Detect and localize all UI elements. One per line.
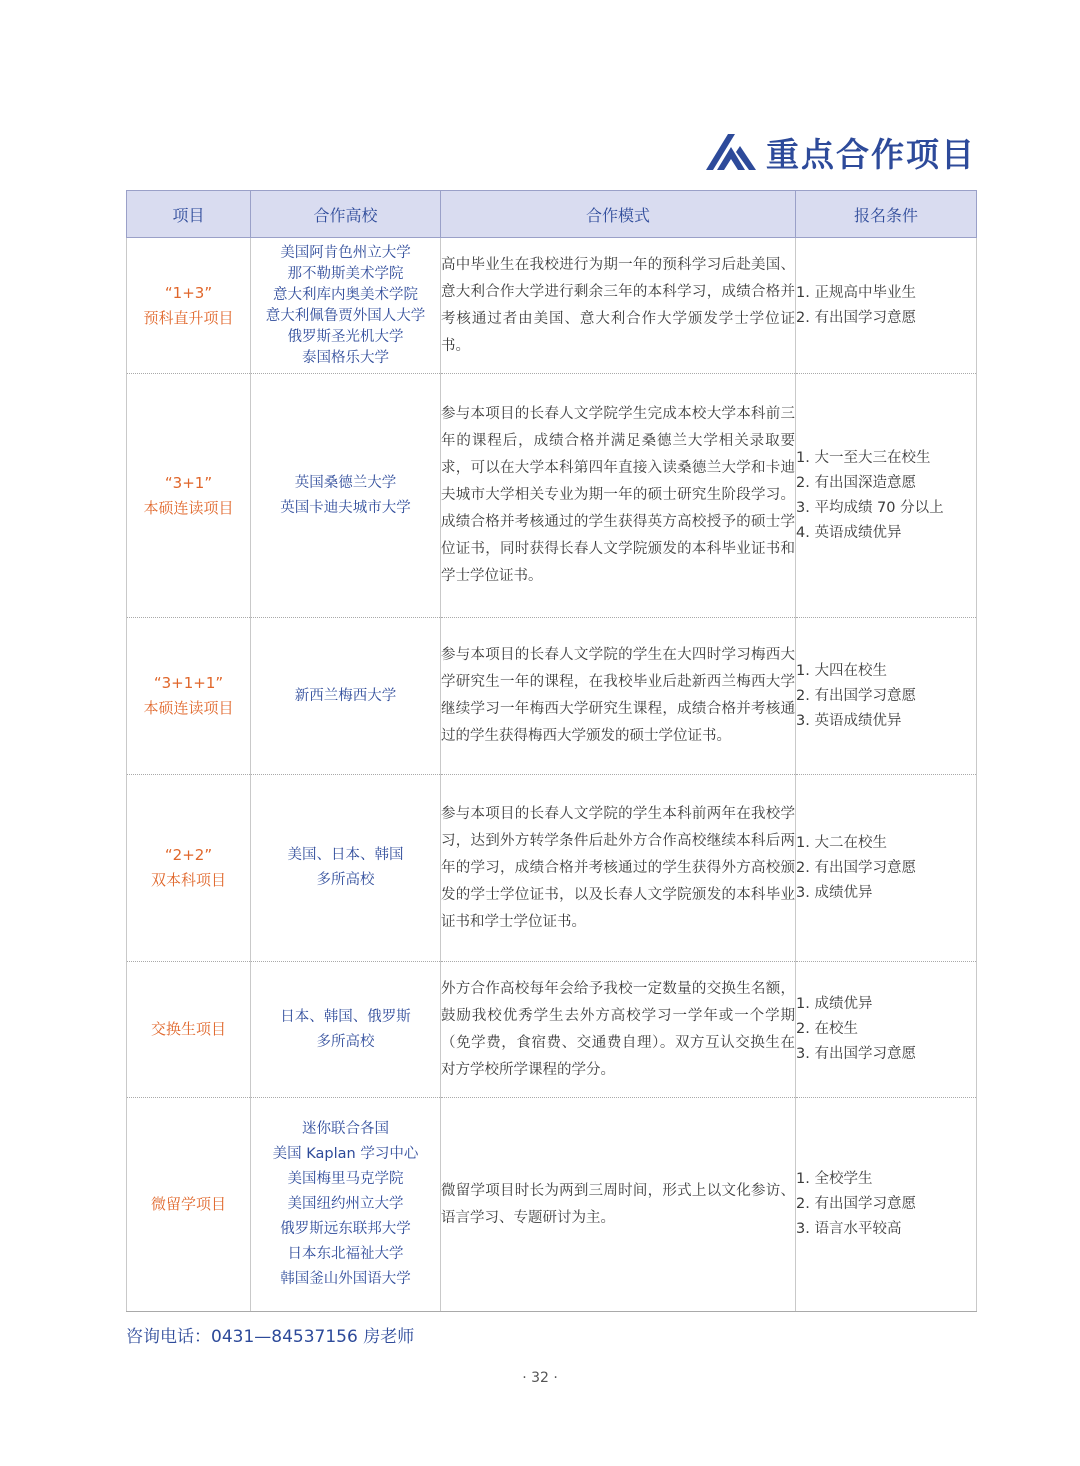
- requirements-cell: [796, 618, 977, 775]
- requirement-item: 3. 平均成绩 70 分以上: [796, 499, 944, 516]
- requirements-cell: [796, 374, 977, 618]
- university-name: 日本、韩国、俄罗斯: [280, 1008, 411, 1025]
- page-title: 重点合作项目: [766, 134, 976, 174]
- project-name: 预科直升项目: [143, 308, 234, 327]
- requirement-item: 3. 成绩优异: [796, 884, 873, 901]
- table-row: [127, 238, 977, 374]
- university-name: 俄罗斯圣光机大学: [287, 328, 404, 345]
- university-name: 日本东北福祉大学: [287, 1246, 404, 1262]
- requirement-item: 2. 有出国深造意愿: [796, 474, 916, 491]
- mode-cell: 参与本项目的长春人文学院的学生在大四时学习梅西大学研究生一年的课程，在我校毕业后赴新西兰梅西大学继续学习一年梅西大学研究生课程，成绩合格并考核通过的学生获得梅西大学颁发的硕士学位证书。: [441, 618, 796, 775]
- requirement-item: 2. 在校生: [796, 1021, 858, 1037]
- university-name: 美国纽约州立大学: [287, 1196, 404, 1212]
- project-name: 本硕连读项目: [143, 699, 234, 717]
- section-header: [706, 128, 976, 176]
- university-name: 意大利库内奥美术学院: [273, 286, 418, 303]
- requirement-item: 3. 英语成绩优异: [796, 712, 902, 729]
- project-code: “3+1”: [164, 473, 213, 492]
- requirement-item: 1. 大四在校生: [796, 662, 887, 679]
- table-row: [127, 962, 977, 1098]
- university-name: 那不勒斯美术学院: [287, 265, 404, 282]
- requirement-item: 2. 有出国学习意愿: [796, 309, 916, 326]
- requirement-item: 1. 全校学生: [796, 1171, 873, 1187]
- project-cell: [127, 1098, 251, 1312]
- project-name: 微留学项目: [150, 1195, 226, 1213]
- university-name: 美国梅里马克学院: [287, 1171, 404, 1187]
- university-name: 美国阿肯色州立大学: [280, 244, 411, 261]
- requirement-item: 4. 英语成绩优异: [796, 524, 902, 541]
- universities-cell: [251, 775, 441, 962]
- university-name: 英国桑德兰大学: [294, 474, 397, 491]
- project-cell: [127, 962, 251, 1098]
- project-cell: [127, 618, 251, 775]
- project-code: “3+1+1”: [153, 674, 224, 692]
- requirement-item: 1. 大一至大三在校生: [796, 449, 931, 466]
- university-name: 韩国釜山外国语大学: [280, 1271, 411, 1287]
- table-header-row: [127, 191, 977, 238]
- universities-cell: [251, 618, 441, 775]
- mode-cell: 微留学项目时长为两到三周时间，形式上以文化参访、语言学习、专题研讨为主。: [441, 1098, 796, 1312]
- project-name: 交换生项目: [150, 1020, 226, 1038]
- requirement-item: 1. 大二在校生: [796, 834, 887, 851]
- university-name: 泰国格乐大学: [302, 349, 389, 366]
- project-cell: [127, 374, 251, 618]
- university-name: 美国 Kaplan 学习中心: [272, 1146, 419, 1162]
- requirements-cell: [796, 238, 977, 374]
- column-header-project: 项目: [127, 191, 251, 238]
- page-number: · 32 ·: [522, 1370, 558, 1386]
- table-row: [127, 775, 977, 962]
- university-name: 多所高校: [316, 1033, 375, 1050]
- university-name: 英国卡迪夫城市大学: [280, 499, 411, 516]
- table-row: [127, 1098, 977, 1312]
- requirement-item: 1. 成绩优异: [796, 996, 873, 1012]
- column-header-requirements: 报名条件: [796, 191, 977, 238]
- project-code: “1+3”: [164, 283, 213, 302]
- requirements-cell: [796, 775, 977, 962]
- table-row: [127, 618, 977, 775]
- university-name: 多所高校: [316, 872, 375, 888]
- mode-cell: 参与本项目的长春人文学院的学生本科前两年在我校学习，达到外方转学条件后赴外方合作高校继续本科后两年的学习，成绩合格并考核通过的学生获得外方高校颁发的学士学位证书，以及长春人文学院颁发的本科毕业证书和学士学位证书。: [441, 775, 796, 962]
- cooperation-projects-table: [126, 190, 977, 1312]
- project-name: 双本科项目: [150, 871, 226, 889]
- project-name: 本硕连读项目: [143, 498, 234, 517]
- university-name: 新西兰梅西大学: [294, 687, 397, 704]
- universities-cell: [251, 238, 441, 374]
- university-name: 俄罗斯远东联邦大学: [280, 1221, 411, 1237]
- requirements-cell: [796, 962, 977, 1098]
- university-name: 迷你联合各国: [302, 1121, 389, 1137]
- project-code: “2+2”: [164, 846, 213, 864]
- requirement-item: 3. 有出国学习意愿: [796, 1046, 916, 1062]
- universities-cell: [251, 374, 441, 618]
- requirement-item: 3. 语言水平较高: [796, 1221, 902, 1237]
- requirement-item: 2. 有出国学习意愿: [796, 687, 916, 704]
- contact-phone: 咨询电话：0431—84537156 房老师: [126, 1327, 415, 1347]
- university-name: 意大利佩鲁贾外国人大学: [265, 307, 426, 324]
- requirement-item: 2. 有出国学习意愿: [796, 1196, 916, 1212]
- requirement-item: 1. 正规高中毕业生: [796, 284, 916, 301]
- mode-cell: 外方合作高校每年会给予我校一定数量的交换生名额，鼓励我校优秀学生去外方高校学习一学年或一个学期（免学费，食宿费、交通费自理）。双方互认交换生在对方学校所学课程的学分。: [441, 962, 796, 1098]
- university-name: 美国、日本、韩国: [287, 847, 404, 863]
- project-cell: [127, 238, 251, 374]
- project-cell: [127, 775, 251, 962]
- table-row: [127, 374, 977, 618]
- universities-cell: [251, 1098, 441, 1312]
- mode-cell: 参与本项目的长春人文学院学生完成本校大学本科前三年的课程后，成绩合格并满足桑德兰大学相关录取要求，可以在大学本科第四年直接入读桑德兰大学和卡迪夫城市大学相关专业为期一年的硕士研究生阶段学习。成绩合格并考核通过的学生获得英方高校授予的硕士学位证书，同时获得长春人文学院颁发的本科毕业证书和学士学位证书。: [441, 374, 796, 618]
- universities-cell: [251, 962, 441, 1098]
- column-header-universities: 合作高校: [251, 191, 441, 238]
- triangle-logo-icon: [706, 134, 756, 170]
- requirement-item: 2. 有出国学习意愿: [796, 859, 916, 876]
- requirements-cell: [796, 1098, 977, 1312]
- mode-cell: 高中毕业生在我校进行为期一年的预科学习后赴美国、意大利合作大学进行剩余三年的本科学习，成绩合格并考核通过者由美国、意大利合作大学颁发学士学位证书。: [441, 238, 796, 374]
- column-header-mode: 合作模式: [441, 191, 796, 238]
